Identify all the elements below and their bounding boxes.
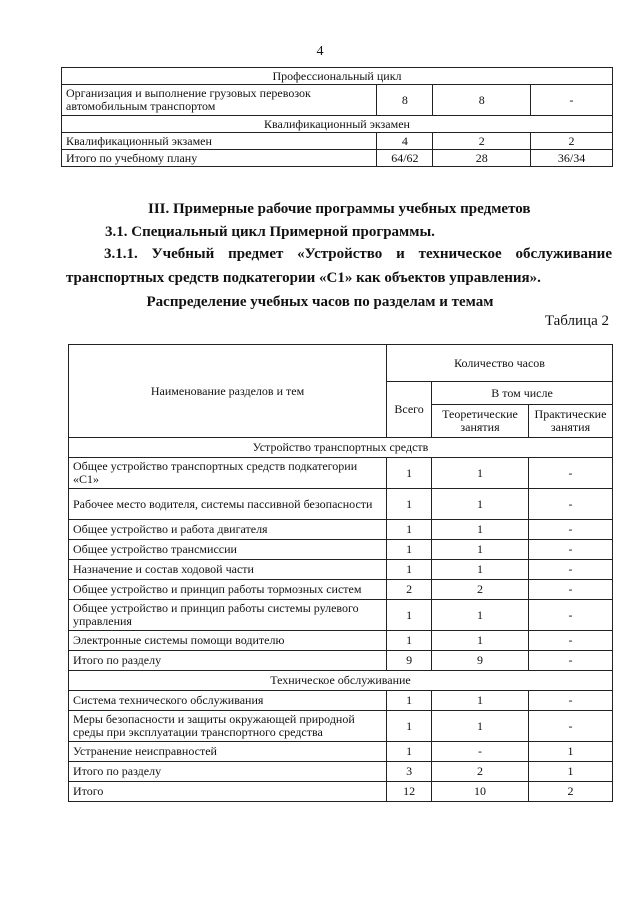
subject-heading-line1: 3.1.1. Учебный предмет «Устройство и техническое обслуживание	[104, 246, 612, 262]
distribution-heading: Распределение учебных часов по разделам и темам	[146, 294, 494, 310]
row-name: Общее устройство транспортных средств подкатегории «С1»	[69, 458, 387, 489]
row-name: Система технического обслуживания	[69, 691, 387, 711]
row-total: 1	[387, 742, 432, 762]
row-total: 1	[387, 560, 432, 580]
row-name: Общее устройство трансмиссии	[69, 540, 387, 560]
table-row	[69, 458, 613, 489]
row-practice: -	[528, 631, 612, 651]
table-row	[69, 540, 613, 560]
row-total: 1	[387, 600, 432, 631]
row-theory: 1	[432, 458, 529, 489]
row-theory: 1	[432, 631, 529, 651]
row-practice: -	[531, 85, 613, 116]
row-theory: 2	[432, 762, 529, 782]
subject-heading-line2: транспортных средств подкатегории «С1» как объектов управления».	[66, 270, 541, 286]
row-theory: 1	[432, 711, 529, 742]
row-theory: 28	[433, 150, 531, 167]
row-total: 1	[387, 458, 432, 489]
header-total: Всего	[387, 382, 432, 438]
header-theory: Теоретические занятия	[432, 405, 529, 438]
row-practice: 36/34	[531, 150, 613, 167]
row-total: 9	[387, 651, 432, 671]
row-practice: 2	[531, 133, 613, 150]
row-name: Квалификационный экзамен	[62, 133, 377, 150]
row-practice: 1	[528, 762, 612, 782]
row-theory: 2	[432, 580, 529, 600]
row-practice: -	[528, 458, 612, 489]
row-total: 1	[387, 691, 432, 711]
row-name: Электронные системы помощи водителю	[69, 631, 387, 651]
row-theory: 1	[432, 520, 529, 540]
row-total: 4	[377, 133, 433, 150]
row-total: 1	[387, 520, 432, 540]
row-theory: 1	[432, 600, 529, 631]
row-total: 12	[387, 782, 432, 802]
row-theory: 1	[432, 540, 529, 560]
header-practice: Практические занятия	[528, 405, 612, 438]
row-total: 64/62	[377, 150, 433, 167]
table-row	[62, 133, 613, 150]
row-theory: 8	[433, 85, 531, 116]
row-name: Назначение и состав ходовой части	[69, 560, 387, 580]
section-heading: III. Примерные рабочие программы учебных предметов	[148, 201, 531, 217]
page-number: 4	[316, 44, 324, 59]
row-practice: -	[528, 600, 612, 631]
row-name: Общее устройство и работа двигателя	[69, 520, 387, 540]
row-name: Итого по учебному плану	[62, 150, 377, 167]
header-name-column: Наименование разделов и тем	[69, 345, 387, 438]
row-name: Меры безопасности и защиты окружающей природной среды при эксплуатации транспортного средства	[69, 711, 387, 742]
row-practice: -	[528, 520, 612, 540]
row-practice: -	[528, 691, 612, 711]
row-practice: -	[528, 489, 612, 520]
row-name: Общее устройство и принцип работы тормозных систем	[69, 580, 387, 600]
row-practice: -	[528, 580, 612, 600]
table-row	[69, 600, 613, 631]
row-name: Итого	[69, 782, 387, 802]
curriculum-summary-table	[61, 67, 613, 167]
row-practice: 2	[528, 782, 612, 802]
section-header: Профессиональный цикл	[62, 68, 613, 85]
row-total: 1	[387, 631, 432, 651]
row-practice: -	[528, 560, 612, 580]
row-total: 8	[377, 85, 433, 116]
table-row	[69, 762, 613, 782]
row-name: Итого по разделу	[69, 762, 387, 782]
row-total: 1	[387, 711, 432, 742]
table-row	[69, 691, 613, 711]
row-name: Организация и выполнение грузовых перевозок автомобильным транспортом	[62, 85, 377, 116]
row-total: 2	[387, 580, 432, 600]
table-row	[69, 651, 613, 671]
section-header: Техническое обслуживание	[69, 671, 613, 691]
table-row	[69, 782, 613, 802]
table-row	[62, 85, 613, 116]
cycle-heading: 3.1. Специальный цикл Примерной программы.	[105, 224, 435, 240]
row-theory: 2	[433, 133, 531, 150]
table-row	[69, 742, 613, 762]
row-theory: 9	[432, 651, 529, 671]
row-practice: 1	[528, 742, 612, 762]
row-practice: -	[528, 540, 612, 560]
row-total: 1	[387, 540, 432, 560]
table-label: Таблица 2	[544, 313, 609, 329]
row-practice: -	[528, 711, 612, 742]
header-hours: Количество часов	[387, 345, 613, 382]
table-row	[69, 520, 613, 540]
table-row	[69, 489, 613, 520]
hours-distribution-table	[68, 344, 613, 802]
row-theory: -	[432, 742, 529, 762]
row-theory: 1	[432, 489, 529, 520]
row-total: 3	[387, 762, 432, 782]
table-row	[69, 580, 613, 600]
row-practice: -	[528, 651, 612, 671]
row-total: 1	[387, 489, 432, 520]
section-header: Устройство транспортных средств	[69, 438, 613, 458]
row-name: Итого по разделу	[69, 651, 387, 671]
section-header: Квалификационный экзамен	[62, 116, 613, 133]
row-name: Устранение неисправностей	[69, 742, 387, 762]
header-including: В том числе	[432, 382, 613, 405]
row-name: Рабочее место водителя, системы пассивной безопасности	[69, 489, 387, 520]
row-name: Общее устройство и принцип работы системы рулевого управления	[69, 600, 387, 631]
table-row	[69, 560, 613, 580]
row-theory: 1	[432, 560, 529, 580]
table-row	[69, 711, 613, 742]
table-row	[62, 150, 613, 167]
row-theory: 1	[432, 691, 529, 711]
row-theory: 10	[432, 782, 529, 802]
table-row	[69, 631, 613, 651]
